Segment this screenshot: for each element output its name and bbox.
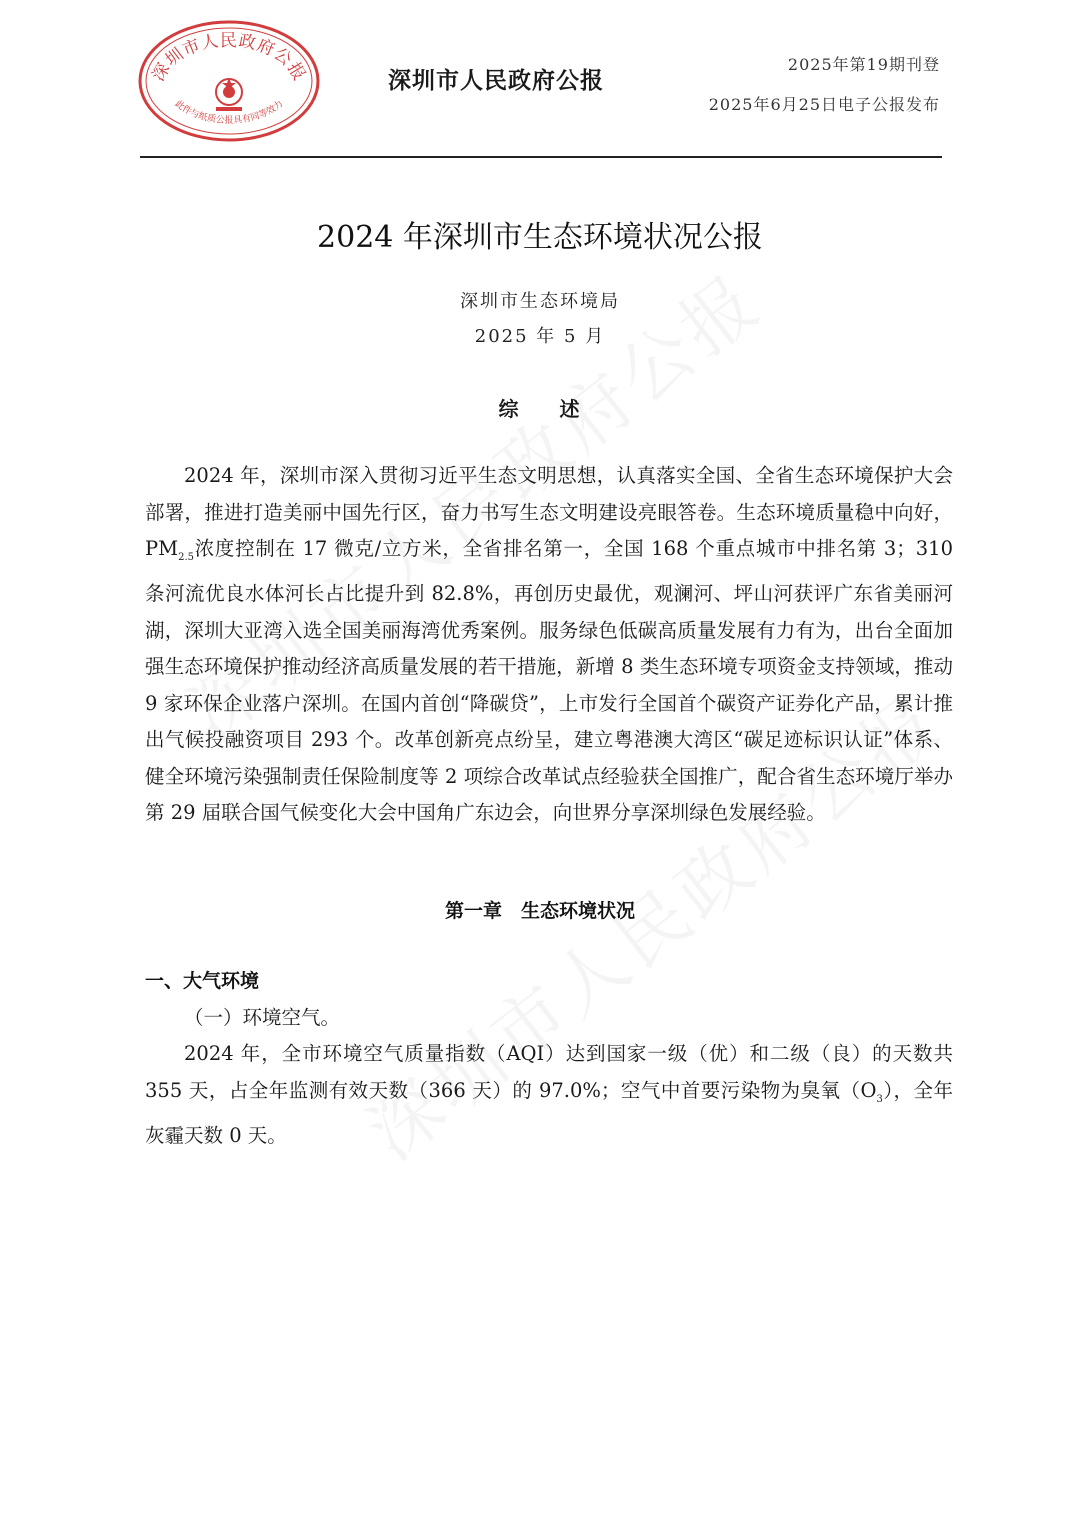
masthead-title: 深圳市人民政府公报 <box>388 68 604 94</box>
air-quality-paragraph: 2024 年，全市环境空气质量指数（AQI）达到国家一级（优）和二级（良）的天数共 355 天，占全年监测有效天数（366 天）的 97.0%；空气中首要污染物为臭氧$(O_3)$，全年灰霾天数 0 天。 <box>145 1042 953 1147</box>
issue-label: 2025年第19期刊登 <box>787 55 940 74</box>
subsection-title: （一）环境空气。 <box>184 1006 341 1029</box>
document-author: 深圳市生态环境局 <box>460 291 620 312</box>
svg-text:此件与纸质公报具有同等效力: 此件与纸质公报具有同等效力 <box>172 98 286 126</box>
svg-text:深圳市人民政府公报: 深圳市人民政府公报 <box>148 30 310 85</box>
section-title: 一、大气环境 <box>145 970 260 992</box>
chapter-title: 第一章 生态环境状况 <box>444 900 635 922</box>
publish-info: 2025年6月25日电子公报发布 <box>708 95 940 114</box>
overview-heading: 综 述 <box>498 397 582 421</box>
header-divider <box>140 156 942 158</box>
document-date: 2025 年 5 月 <box>474 326 606 347</box>
document-title: 2024 年深圳市生态环境状况公报 <box>317 220 763 255</box>
official-seal-icon <box>136 18 322 144</box>
overview-paragraph: 2024 年，深圳市深入贯彻习近平生态文明思想，认真落实全国、全省生态环境保护大会部署，推进打造美丽中国先行区，奋力书写生态文明建设亮眼答卷。生态环境质量稳中向好，$PM_{2.5}$浓度控制在 17 微克/立方米，全省排名第一，全国 168 个重点城市中排名第 3；310 条河流优良水体河长占比提升到 82.8%，再创历史最优，观澜河、坪山河获评广东省美丽河湖，深圳大亚湾入选全国美丽海湾优秀案例。服务绿色低碳高质量发展有力有为，出台全面加强生态环境保护推动经济高质量发展的若干措施，新增 8 类生态环境专项资金支持领域，推动 9 家环保企业落户深圳。在国内首创“降碳贷”，上市发行全国首个碳资产证券化产品，累计推出气候投融资项目 293 个。改革创新亮点纷呈，建立粤港澳大湾区“碳足迹标识认证”体系、健全环境污染强制责任保险制度等 2 项综合改革试点经验获全国推广，配合省生态环境厅举办第 29 届联合国气候变化大会中国角广东边会，向世界分享深圳绿色发展经验。 <box>145 464 953 825</box>
